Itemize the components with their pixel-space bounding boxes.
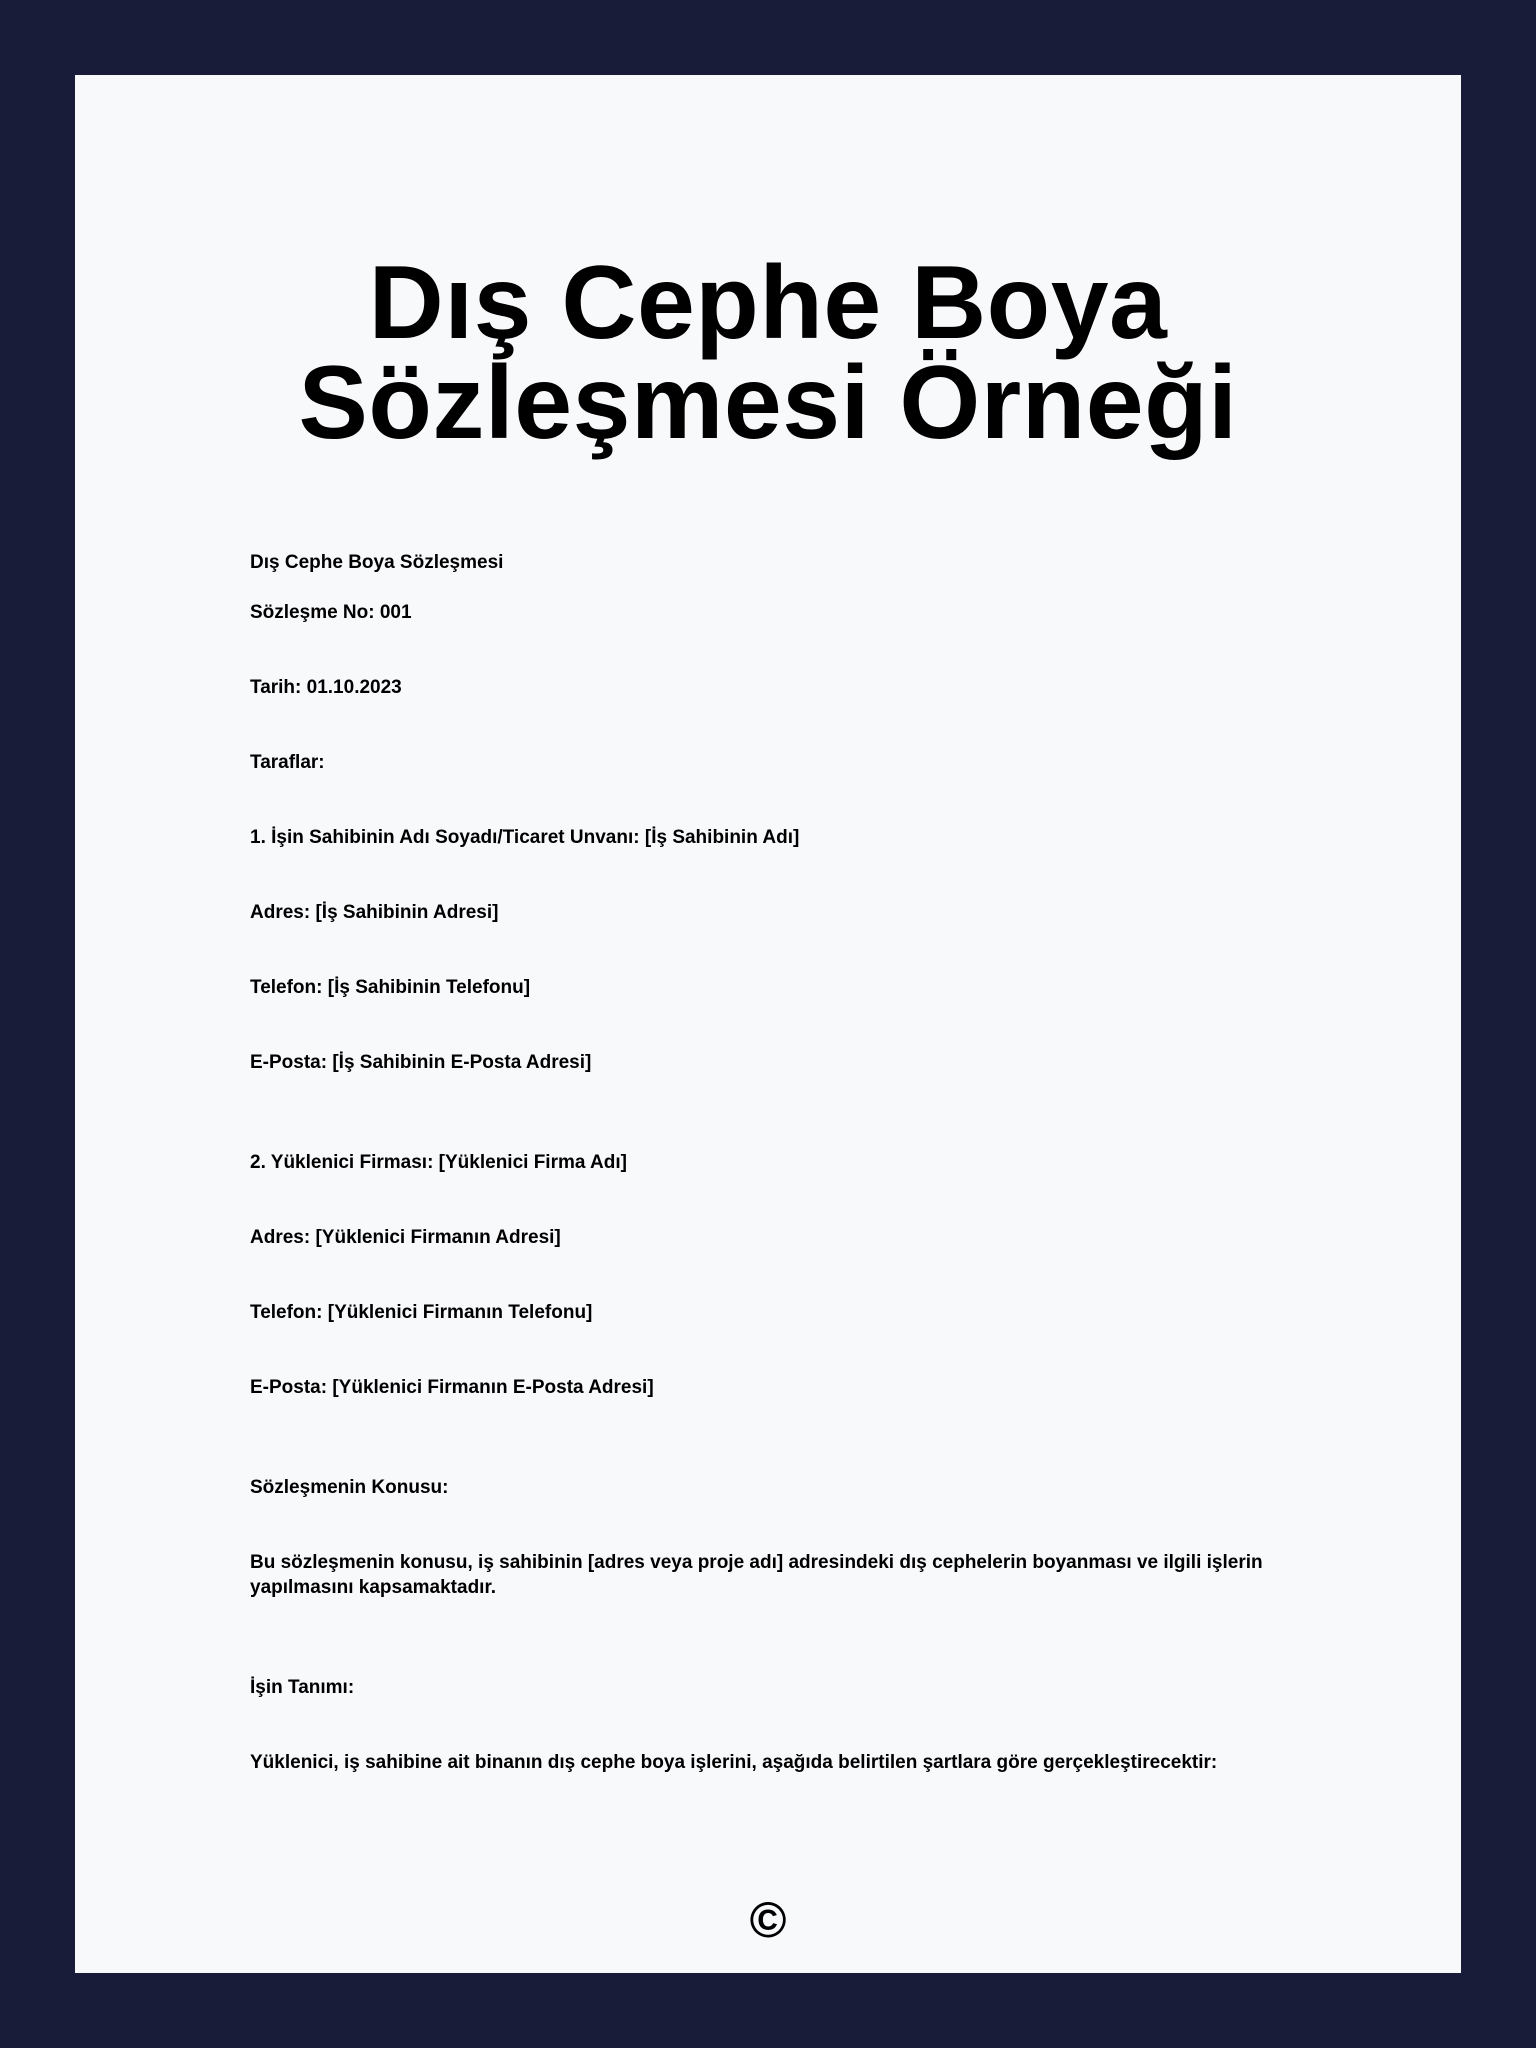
contract-date: Tarih: 01.10.2023 [250,677,402,698]
document-title: Dış Cephe Boya Sözleşmesi Örneği [298,245,1238,461]
contract-number: Sözleşme No: 001 [250,602,412,623]
party1-email: E-Posta: [İş Sahibinin E-Posta Adresi] [250,1052,592,1073]
party2-email: E-Posta: [Yüklenici Firmanın E-Posta Adresi] [250,1377,654,1398]
copyright-icon: © [749,1892,787,1948]
party1-address: Adres: [İş Sahibinin Adresi] [250,902,499,923]
document-page [75,75,1461,1973]
contract-heading: Dış Cephe Boya Sözleşmesi [250,552,504,573]
party2-name: 2. Yüklenici Firması: [Yüklenici Firma Adı] [250,1152,627,1173]
work-label: İşin Tanımı: [250,1677,355,1698]
work-text: Yüklenici, iş sahibine ait binanın dış cephe boya işlerini, aşağıda belirtilen şartlara göre gerçekleştirecektir: [250,1752,1218,1773]
subject-label: Sözleşmenin Konusu: [250,1477,449,1498]
party1-name: 1. İşin Sahibinin Adı Soyadı/Ticaret Unvanı: [İş Sahibinin Adı] [250,827,800,848]
parties-label: Taraflar: [250,752,325,773]
subject-text: Bu sözleşmenin konusu, iş sahibinin [adres veya proje adı] adresindeki dış cephelerin boyanması ve ilgili işlerin yapılmasını kapsamaktadır. [250,1552,1263,1598]
party2-address: Adres: [Yüklenici Firmanın Adresi] [250,1227,561,1248]
party1-phone: Telefon: [İş Sahibinin Telefonu] [250,977,531,998]
party2-phone: Telefon: [Yüklenici Firmanın Telefonu] [250,1302,593,1323]
